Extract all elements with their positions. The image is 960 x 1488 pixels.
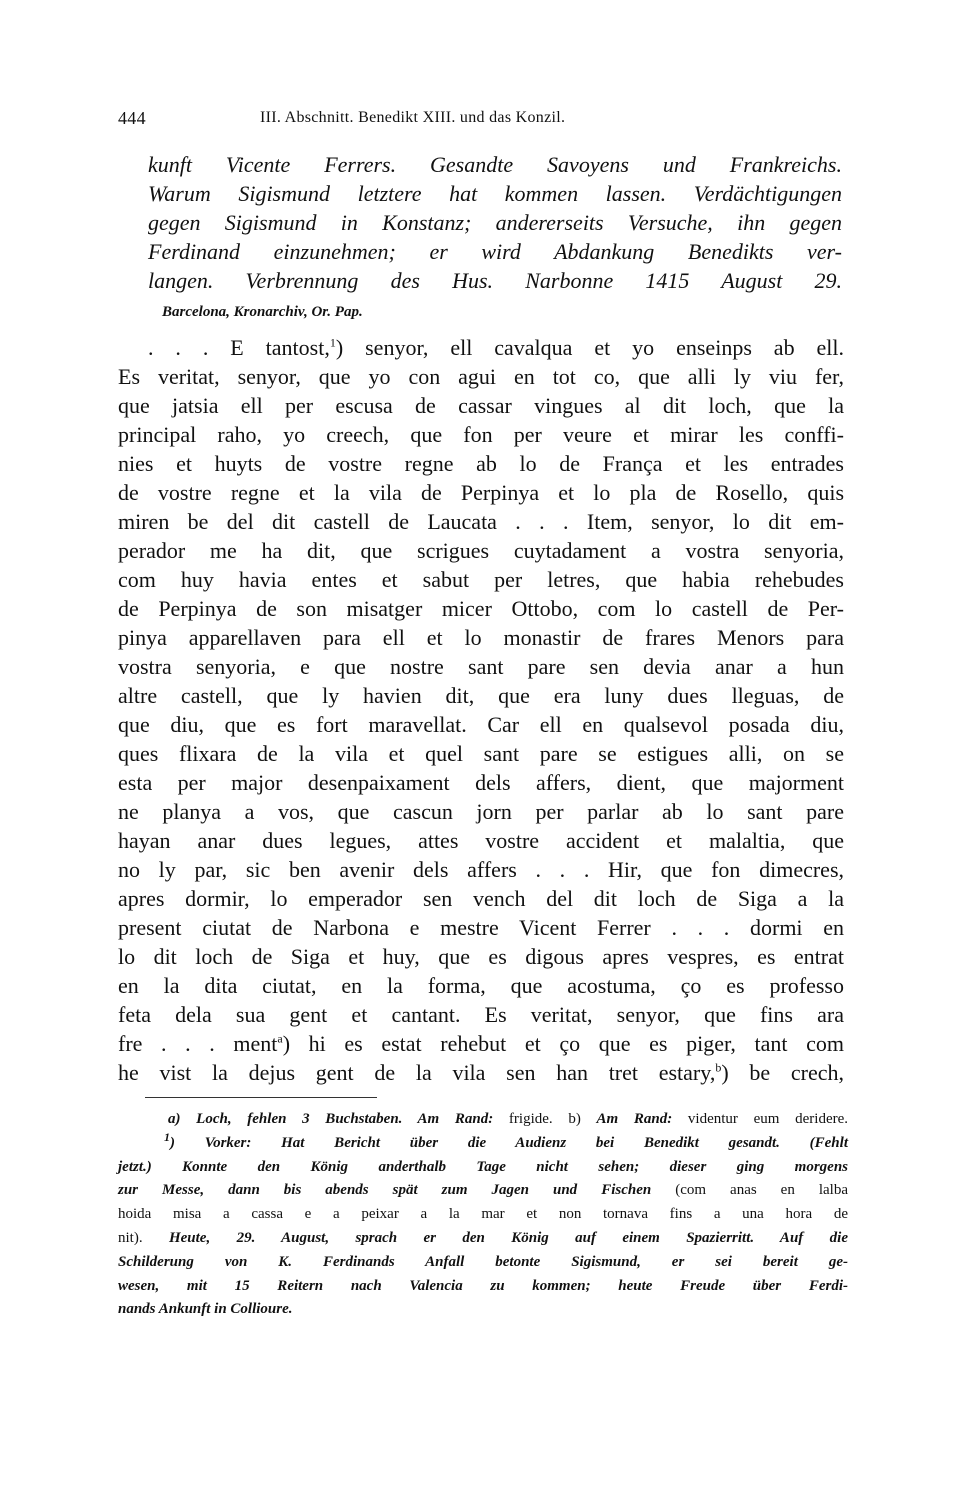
body-line: Es veritat, senyor, que yo con agui en tot co, que alli ly viu fer,	[118, 364, 844, 389]
body-line: miren be del dit castell de Laucata . . . Item, senyor, lo dit em-	[118, 509, 844, 534]
footnote-line: $^1$) Vorker: Hat Bericht über die Audienz bei Benedikt gesandt. (Fehlt	[164, 1129, 848, 1151]
body-line: principal raho, yo creech, que fon per veure et mirar les conffi-	[118, 422, 844, 447]
body-line: hayan anar dues legues, attes vostre accident et malaltia, que	[118, 828, 844, 853]
body-line: ques flixara de la vila et quel sant pare se estigues alli, on se	[118, 741, 844, 766]
footnote-line: zur Messe, dann bis abends spät zum Jagen und Fischen (com anas en lalba	[118, 1182, 848, 1199]
footnote-ref: 1	[329, 335, 336, 350]
running-title: III. Abschnitt. Benedikt XIII. und das Konzil.	[260, 109, 566, 126]
body-line: vostra senyoria, e que nostre sant pare sen devia anar a hun	[118, 654, 844, 679]
body-line: apres dormir, lo emperador sen vench del dit loch de Siga a la	[118, 886, 844, 911]
summary-line: kunft Vicente Ferrers. Gesandte Savoyens und Frankreichs.	[148, 152, 842, 177]
body-line: altre castell, que ly havien dit, que era luny dues lleguas, de	[118, 683, 844, 708]
footnote-ref: a	[277, 1031, 283, 1046]
footnotes	[118, 1108, 848, 1322]
body-line: de Perpinya de son misatger micer Ottobo, com lo castell de Per-	[118, 596, 844, 621]
body-line: esta per major desenpaixament dels affers, dient, que majorment	[118, 770, 844, 795]
footnote-line: wesen, mit 15 Reitern nach Valencia zu kommen; heute Freude über Ferdi-	[118, 1277, 848, 1294]
body-line: feta dela sua gent et cantant. Es veritat, senyor, que fins ara	[118, 1002, 844, 1027]
footnote-ref: b	[715, 1060, 722, 1075]
page-number: 444	[118, 108, 146, 128]
body-line: fre . . . ment$^a$) hi es estat rehebut et ço que es piger, tant com	[118, 1031, 845, 1056]
body-line: pinya apparellaven para ell et lo monastir de frares Menors para	[118, 625, 844, 650]
page-header	[118, 108, 848, 134]
body-line: present ciutat de Narbona e mestre Vicent Ferrer . . . dormi en	[118, 915, 844, 940]
archive-source: Barcelona, Kronarchiv, Or. Pap.	[162, 304, 363, 320]
body-line: ne planya a vos, que cascun jorn per parlar ab lo sant pare	[118, 799, 844, 824]
document-summary	[148, 150, 842, 295]
summary-line: Ferdinand einzunehmen; er wird Abdankung Benedikts ver-	[148, 239, 842, 264]
footnote-divider	[145, 1097, 377, 1098]
body-line: que jatsia ell per escusa de cassar vingues al dit loch, que la	[118, 393, 844, 418]
footnote-line: nands Ankunft in Collioure.	[118, 1301, 293, 1318]
body-line: nies et huyts de vostre regne ab lo de França et les entrades	[118, 451, 844, 476]
document-body	[118, 333, 844, 1087]
summary-line: langen. Verbrennung des Hus. Narbonne 1415 August 29.	[148, 268, 842, 293]
body-line: com huy havia entes et sabut per letres, que habia rehebudes	[118, 567, 844, 592]
body-line: en la dita ciutat, en la forma, que acostuma, ço es professo	[118, 973, 844, 998]
body-line: . . . E tantost,$^1$) senyor, ell cavalqua et yo enseinps ab ell.	[148, 335, 845, 360]
body-line: de vostre regne et la vila de Perpinya et lo pla de Rosello, quis	[118, 480, 844, 505]
summary-line: gegen Sigismund in Konstanz; andererseits Versuche, ihn gegen	[148, 210, 842, 235]
footnote-line: hoida misa a cassa e a peixar a la mar et non tornava fins a una hora de	[118, 1206, 848, 1223]
body-line: lo dit loch de Siga et huy, que es digous apres vespres, es entrat	[118, 944, 844, 969]
footnote-line: jetzt.) Konnte den König anderthalb Tage nicht sehen; dieser ging morgens	[118, 1158, 848, 1175]
footnote-line: Schilderung von K. Ferdinands Anfall betonte Sigismund, er sei bereit ge-	[118, 1253, 848, 1270]
body-line: he vist la dejus gent de la vila sen han tret estary,$^b$) be crech,	[118, 1060, 844, 1085]
body-line: no ly par, sic ben avenir dels affers . . . Hir, que fon dimecres,	[118, 857, 844, 882]
footnote-line: a) Loch, fehlen 3 Buchstaben. Am Rand: frigide. b) Am Rand: videntur eum deridere.	[168, 1111, 848, 1127]
body-line: que diu, que es fort maravellat. Car ell en qualsevol posada diu,	[118, 712, 844, 737]
body-line: perador me ha dit, que scrigues cuytadament a vostra senyoria,	[118, 538, 844, 563]
footnote-line: nit). Heute, 29. August, sprach er den König auf einem Spazierritt. Auf die	[118, 1229, 848, 1246]
summary-line: Warum Sigismund letztere hat kommen lassen. Verdächtigungen	[148, 181, 842, 206]
